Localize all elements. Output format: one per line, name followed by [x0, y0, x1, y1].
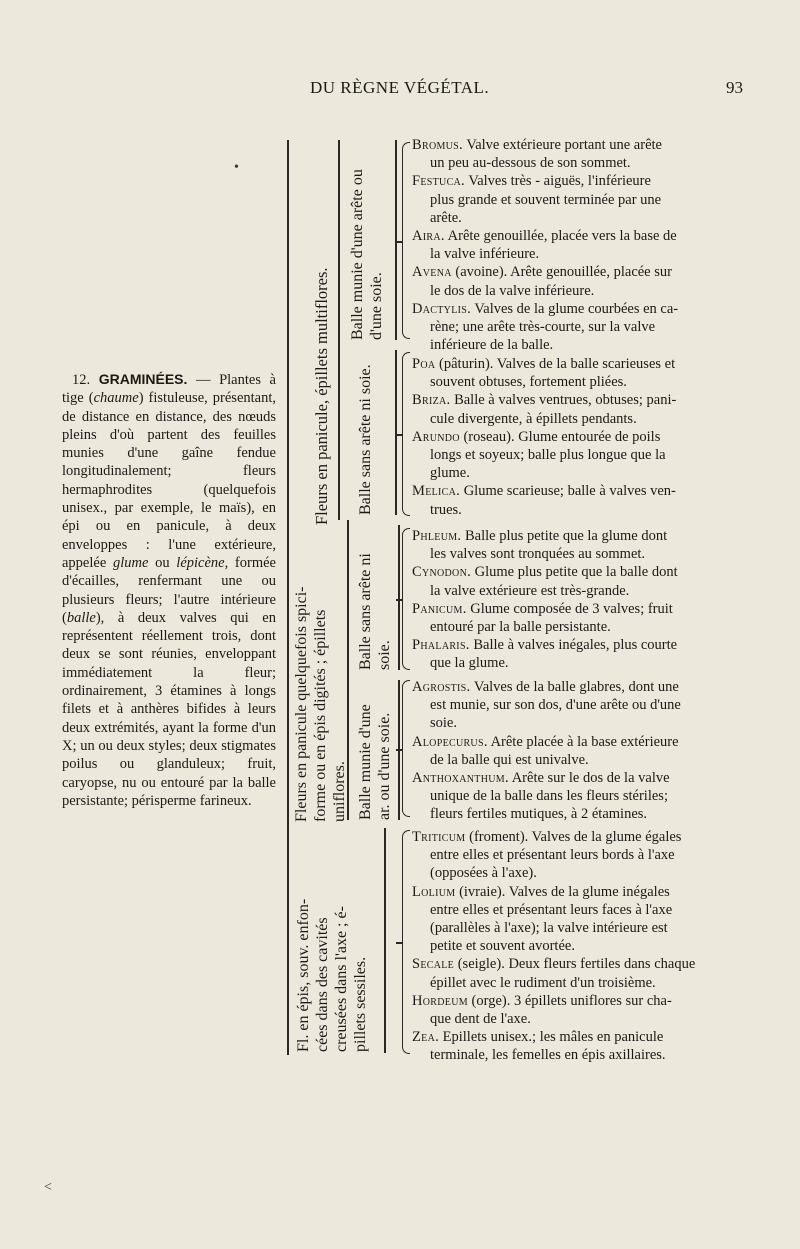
level1-bar: [384, 828, 386, 1053]
genus-name: Poa: [412, 356, 436, 372]
genus-name: Arundo: [412, 428, 460, 445]
genus-entry: Alopecurus. Arête placée à la base extérieure de la balle qui est univalve.: [412, 733, 679, 768]
genus-name: Briza.: [412, 392, 451, 409]
genus-name: Triticum: [412, 829, 466, 845]
genus-entry: Briza. Balle à valves ventrues, obtuses; pani- cule divergente, à épillets pendants.: [412, 392, 677, 427]
genus-name: Aira.: [412, 228, 445, 245]
genus-entry: Avena (avoine). Arête genouillée, placée sur le dos de la valve inférieure.: [412, 264, 672, 299]
main-key-bar: [287, 140, 289, 1055]
genus-group-3: [412, 527, 752, 673]
genus-name: Cynodon.: [412, 564, 472, 581]
genus-entry: Phleum. Balle plus petite que la glume dont les valves sont tronquées au sommet.: [412, 528, 668, 563]
genus-entry: Bromus. Valve extérieure portant une arête un peu au-dessous de son sommet.: [412, 137, 662, 172]
genus-name: Alopecurus.: [412, 733, 488, 750]
family-text: ) fistuleuse, présentant, de distance en distance, des nœuds pleins d'où partent des feuilles munies d'une gaîne fendue longitudinalement; fleurs hermaphrodites (quelquefois unisex., par exemple, le maïs), en épi ou en panicule, à deux enveloppes : l'une extérieure, appelée: [62, 390, 276, 571]
key-level1-panicle-uniflore: Fleurs en panicule quelquefois spici- forme ou en épis digités ; épillets uniflores.: [293, 586, 348, 822]
genus-name: Dactylis.: [412, 300, 472, 317]
brace: [402, 680, 410, 817]
genus-entry: Hordeum (orge). 3 épillets uniflores sur cha- que dent de l'axe.: [412, 992, 672, 1028]
genus-entry: Triticum (froment). Valves de la glume égales entre elles et présentant leurs bords à l'axe (opposées à l'axe).: [412, 829, 682, 882]
genus-name: Panicum.: [412, 600, 467, 617]
ink-speck: •: [234, 160, 239, 175]
key-level2-sans-arete: Balle sans arête ni soie.: [357, 364, 374, 515]
term-balle: balle: [66, 609, 96, 626]
genus-name: Avena: [412, 264, 452, 281]
brace: [402, 142, 410, 339]
genus-group-2: [412, 355, 752, 519]
family-text: , formée d'écailles, renfermant une ou plusieurs fleurs; l'autre intérieure (: [62, 554, 276, 626]
term-chaume: chaume: [93, 390, 139, 407]
genus-entry: Cynodon. Glume plus petite que la balle dont la valve extérieure est très-grande.: [412, 564, 678, 599]
key-level1-epis: Fl. en épis, souv. enfon- cées dans des cavités creusées dans l'axe ; é- pillets sessiles.: [295, 898, 369, 1052]
brace: [402, 830, 410, 1054]
genus-entry: Anthoxanthum. Arête sur le dos de la valve unique de la balle dans les fleurs stériles; fleurs fertiles mutiques, à 2 étamines.: [412, 770, 670, 823]
genus-name: Agrostis.: [412, 679, 471, 695]
genus-name: Anthoxanthum.: [412, 770, 509, 787]
genus-entry: Agrostis. Valves de la balle glabres, dont une est munie, sur son dos, d'une arête ou d'une soie.: [412, 679, 681, 732]
term-lepicene: lépicène: [176, 554, 225, 571]
genus-entry: Zea. Epillets unisex.; les mâles en panicule terminale, les femelles en épis axillaires.: [412, 1029, 666, 1064]
genus-group-4: [412, 678, 752, 824]
key-level2-sans-arete-b: Balle sans arête ni soie.: [357, 553, 393, 670]
genus-name: Festuca.: [412, 173, 465, 190]
genus-entry: Dactylis. Valves de la glume courbées en ca- rène; une arête très-courte, sur la valve inférieure de la balle.: [412, 300, 679, 354]
genus-entry: Phalaris. Balle à valves inégales, plus courte que la glume.: [412, 637, 678, 672]
key-level2-arete: Balle munie d'une arête ou d'une soie.: [349, 169, 385, 340]
key-level2-arete-b: Balle munie d'une ar. ou d'une soie.: [357, 704, 393, 820]
genus-name: Phleum.: [412, 528, 462, 544]
genus-name: Hordeum: [412, 992, 468, 1009]
genus-name: Melica.: [412, 483, 461, 500]
brace: [402, 528, 410, 670]
level1-bar: [338, 140, 340, 520]
page-number: 93: [726, 78, 743, 97]
genus-group-5: [412, 828, 752, 1065]
genus-entry: Lolium (ivraie). Valves de la glume inégales entre elles et présentant leurs faces à l'axe (parallèles à l'axe); la valve intérieure est petite et souvent avortée.: [412, 883, 673, 955]
genus-entry: Secale (seigle). Deux fleurs fertiles dans chaque épillet avec le rudiment d'un troisième.: [412, 956, 696, 991]
genus-entry: Panicum. Glume composée de 3 valves; fruit entouré par la balle persistante.: [412, 600, 673, 636]
level1-bar: [347, 520, 349, 820]
genus-name: Bromus.: [412, 137, 463, 153]
genus-entry: Festuca. Valves très - aiguës, l'inférieure plus grande et souvent terminée par une arête.: [412, 173, 662, 226]
brace: [402, 352, 410, 516]
genus-name: Phalaris.: [412, 637, 470, 654]
genus-entry: Melica. Glume scarieuse; balle à valves ven- trues.: [412, 483, 676, 518]
running-head: DU RÈGNE VÉGÉTAL.: [310, 78, 490, 97]
ink-speck: ˂: [44, 1180, 52, 1195]
genus-group-1: [412, 136, 752, 354]
family-text: — Plantes à tige (: [62, 372, 276, 407]
genus-entry: Aira. Arête genouillée, placée vers la base de la valve inférieure.: [412, 228, 677, 263]
bleed-through: [80, 100, 380, 240]
genus-entry: Poa (pâturin). Valves de la balle scarieuses et souvent obtuses, fortement pliées.: [412, 356, 676, 391]
family-description: [62, 370, 276, 810]
level2-bar: [398, 525, 400, 670]
genus-name: Lolium: [412, 883, 456, 900]
key-level1-panicle-multiflore: Fleurs en panicule, épillets multiflores.: [312, 267, 331, 525]
genus-entry: Arundo (roseau). Glume entourée de poils longs et soyeux; balle plus longue que la glume.: [412, 428, 666, 482]
genus-name: Secale: [412, 956, 455, 973]
family-name: GRAMINÉES.: [98, 371, 188, 387]
term-glume: glume: [112, 554, 149, 571]
genus-name: Zea.: [412, 1029, 440, 1046]
family-text: ), à deux valves qui en représentent réellement trois, dont deux se sont réunies, enveloppant immédiatement la fleur; ordinairement, 3 étamines à longs filets et à anthères bifides à leurs deux extrémités, ayant la forme d'un X; un ou deux styles; deux stigmates poilus ou glanduleux; fruit, caryopse, nu ou entouré par la balle persistante; périsperme farineux.: [62, 609, 276, 809]
family-text: ou: [148, 554, 177, 571]
level2-bar: [395, 350, 397, 515]
family-number: 12.: [72, 372, 91, 388]
